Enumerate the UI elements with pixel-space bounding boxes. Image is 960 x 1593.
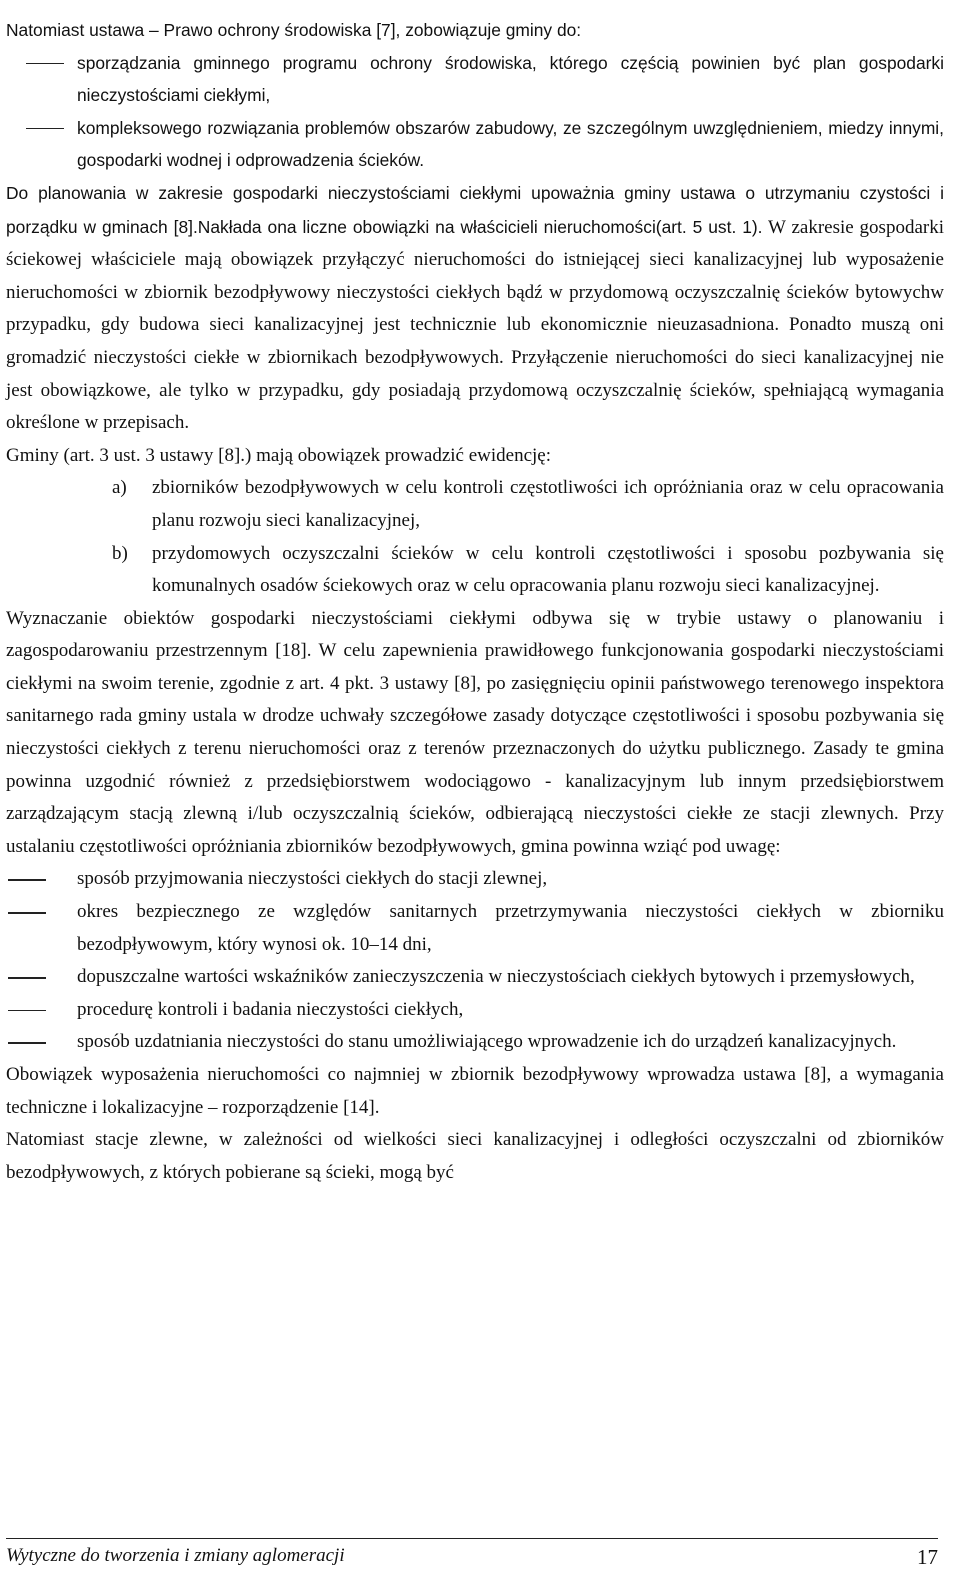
- list-marker: b): [112, 542, 128, 564]
- list-item-text: sposób uzdatniania nieczystości do stanu umożliwiającego wprowadzenie ich do urządzeń kanalizacyjnych.: [77, 1031, 897, 1053]
- list-item: [6, 472, 944, 537]
- list-marker: a): [112, 477, 127, 499]
- intro-paragraph: Natomiast ustawa – Prawo ochrony środowiska [7], zobowiązuje gminy do:: [6, 20, 582, 40]
- paragraph-collection-stations: Natomiast stacje zlewne, w zależności od wielkości sieci kanalizacyjnej i odległości oczyszczalni od zbiorników bezodpływowych, z których pobierane są ścieki, mogą być: [6, 1129, 944, 1183]
- document-body: [6, 14, 944, 1189]
- list-item-text: sporządzania gminnego programu ochrony środowiska, którego częścią powinien być plan gospodarki nieczystościami ciekłymi,: [77, 52, 944, 106]
- list-item-text: kompleksowego rozwiązania problemów obszarów zabudowy, ze szczególnym uwzględnieniem, miedzy innymi, gospodarki wodnej i odprowadzenia ścieków.: [77, 117, 944, 171]
- page-footer: [6, 1538, 938, 1579]
- paragraph-owners-obligations: [6, 177, 944, 440]
- paragraph-arial-part: Do planowania w zakresie gospodarki nieczystościami ciekłymi upoważnia gminy ustawa o utrzymaniu czystości i porządku w gminach [8].Nakłada ona liczne obowiązki na właścicieli nieruchomości(art. 5 ust. 1).: [6, 182, 944, 237]
- list-item: [6, 112, 944, 177]
- list-item: [6, 47, 944, 112]
- page-number: 17: [917, 1545, 938, 1569]
- paragraph-records-intro: Gminy (art. 3 ust. 3 ustawy [8].) mają obowiązek prowadzić ewidencję:: [6, 444, 552, 466]
- list-item-text: zbiorników bezodpływowych w celu kontroli częstotliwości ich opróżniania oraz w celu opracowania planu rozwoju sieci kanalizacyjnej,: [152, 477, 944, 531]
- paragraph-equipment-obligation: Obowiązek wyposażenia nieruchomości co najmniej w zbiornik bezodpływowy wprowadza ustawa [8], a wymagania techniczne i lokalizacyjne – rozporządzenie [14].: [6, 1064, 944, 1118]
- list-item-text: okres bezpiecznego ze względów sanitarnych przetrzymywania nieczystości ciekłych w zbiorniku bezodpływowym, który wynosi ok. 10–14 dni,: [77, 901, 944, 955]
- considerations-list: [6, 863, 944, 1059]
- list-item-text: dopuszczalne wartości wskaźników zanieczyszczenia w nieczystościach ciekłych bytowych i przemysłowych,: [77, 966, 915, 988]
- obligations-list: [6, 47, 944, 177]
- paragraph-serif-part: W zakresie gospodarki ściekowej właściciele mają obowiązek przyłączyć nieruchomości do istniejącej sieci kanalizacyjnej lub wyposażenie nieruchomości w zbiornik bezodpływowy nieczystości ciekłych bądź w przydomową oczyszczalnię ścieków bytowychw przypadku, gdy budowa sieci kanalizacyjnej jest technicznie lub ekonomicznie nieuzasadniona. Ponadto muszą oni gromadzić nieczystości ciekłe w zbiornikach bezodpływowych. Przyłączenie nieruchomości do sieci kanalizacyjnej nie jest obowiązkowe, ale tylko w przypadku, gdy posiadają przydomową oczyszczalnię ścieków, spełniającą wymagania określone w przepisach.: [6, 216, 944, 434]
- list-item: [6, 994, 944, 1027]
- records-list: [6, 472, 944, 602]
- list-item: [6, 538, 944, 603]
- list-item-text: przydomowych oczyszczalni ścieków w celu kontroli częstotliwości i sposobu pozbywania się komunalnych osadów ściekowych oraz w celu opracowania planu rozwoju sieci kanalizacyjnej.: [152, 542, 944, 597]
- list-item: [6, 961, 944, 994]
- list-item: [6, 863, 944, 896]
- paragraph-planning: Wyznaczanie obiektów gospodarki nieczystościami ciekłymi odbywa się w trybie ustawy o planowaniu i zagospodarowaniu przestrzennym [18]. W celu zapewnienia prawidłowego funkcjonowania gospodarki nieczystościami ciekłymi na swoim terenie, zgodnie z art. 4 pkt. 3 ustawy [8], po zasięgnięciu opinii państwowego terenowego inspektora sanitarnego rada gminy ustala w drodze uchwały szczegółowe zasady dotyczące częstotliwości i sposobu pozbywania się nieczystości ciekłych z terenu nieruchomości oraz z terenów przeznaczonych do użytku publicznego. Zasady te gmina powinna uzgodnić również z przedsiębiorstwem wodociągowo - kanalizacyjnym lub innym przedsiębiorstwem zarządzającym stacją zlewną i/lub oczyszczalnią ścieków, odbierającą nieczystości ciekłe ze stacji zlewnych. Przy ustalaniu częstotliwości opróżniania zbiorników bezodpływowych, gmina powinna wziąć pod uwagę:: [6, 607, 944, 857]
- list-item: [6, 1026, 944, 1059]
- footer-title: Wytyczne do tworzenia i zmiany aglomeracji: [6, 1545, 345, 1566]
- list-item-text: procedurę kontroli i badania nieczystości ciekłych,: [77, 998, 464, 1020]
- list-item: [6, 896, 944, 961]
- list-item-text: sposób przyjmowania nieczystości ciekłych do stacji zlewnej,: [77, 868, 548, 890]
